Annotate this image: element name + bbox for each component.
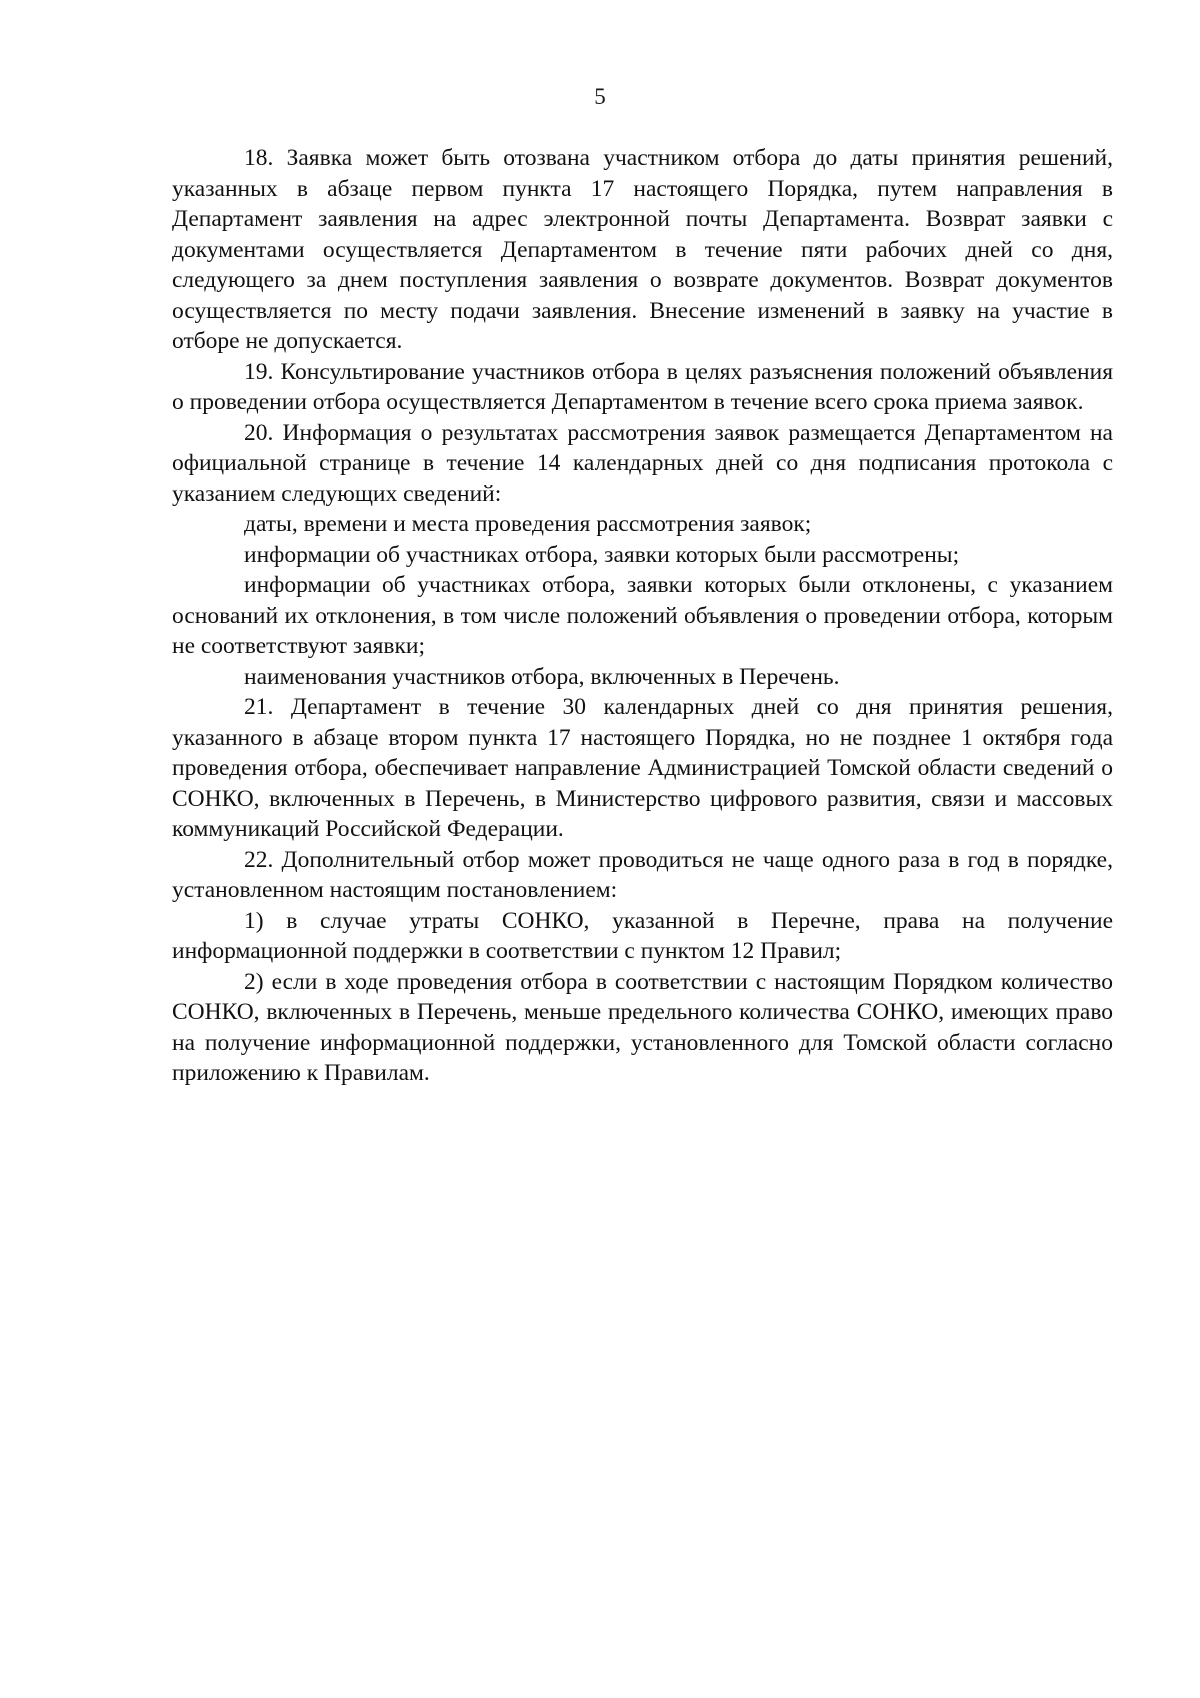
page-number: 5 bbox=[594, 84, 606, 109]
paragraph-21: 21. Департамент в течение 30 календарных дней со дня принятия решения, указанного в абзаце втором пункта 17 настоящего Порядка, но не позднее 1 октября года проведения отбора, обеспечивает направление Администрацией Томской области сведений о СОНКО, включенных в Перечень, в Министерство цифрового развития, связи и массовых коммуникаций Российской Федерации. bbox=[172, 694, 1113, 842]
paragraph-22: 22. Дополнительный отбор может проводиться не чаще одного раза в год в порядке, установленном настоящим постановлением: bbox=[172, 846, 1113, 903]
paragraph-20-item-rejected: информации об участниках отбора, заявки которых были отклонены, с указанием оснований их отклонения, в том числе положений объявления о проведении отбора, которым не соответствуют заявки; bbox=[172, 572, 1113, 659]
paragraph-20-item-date: даты, времени и места проведения рассмотрения заявок; bbox=[244, 511, 812, 537]
document-body bbox=[172, 143, 1113, 1089]
paragraph-22-item-2: 2) если в ходе проведения отбора в соответствии с настоящим Порядком количество СОНКО, включенных в Перечень, меньше предельного количества СОНКО, имеющих право на получение информационной поддержки, установленного для Томской области согласно приложению к Правилам. bbox=[172, 968, 1113, 1086]
paragraph-19: 19. Консультирование участников отбора в целях разъяснения положений объявления о проведении отбора осуществляется Департаментом в течение всего срока приема заявок. bbox=[172, 358, 1113, 415]
paragraph-20-item-reviewed: информации об участниках отбора, заявки которых были рассмотрены; bbox=[244, 541, 960, 568]
paragraph-22-item-1: 1) в случае утраты СОНКО, указанной в Перечне, права на получение информационной поддержки в соответствии с пунктом 12 Правил; bbox=[172, 907, 1113, 964]
paragraph-18: 18. Заявка может быть отозвана участником отбора до даты принятия решений, указанных в абзаце первом пункта 17 настоящего Порядка, путем направления в Департамент заявления на адрес электронной почты Департамента. Возврат заявки с документами осуществляется Департаментом в течение пяти рабочих дней со дня, следующего за днем поступления заявления о возврате документов. Возврат документов осуществляется по месту подачи заявления. Внесение изменений в заявку на участие в отборе не допускается. bbox=[172, 145, 1113, 354]
paragraph-20: 20. Информация о результатах рассмотрения заявок размещается Департаментом на официальной странице в течение 14 календарных дней со дня подписания протокола с указанием следующих сведений: bbox=[172, 419, 1113, 507]
paragraph-20-item-included: наименования участников отбора, включенных в Перечень. bbox=[244, 663, 840, 690]
